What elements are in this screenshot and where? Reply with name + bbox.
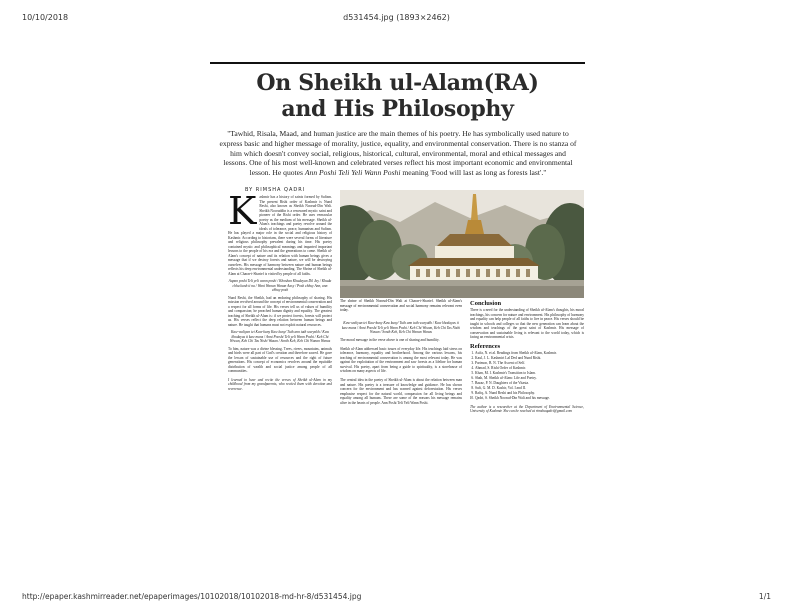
column-3 bbox=[470, 300, 584, 580]
print-url: http://epaper.kashmirreader.net/epaperimages/10102018/10102018-md-hr-8/d531454.jpg bbox=[22, 592, 362, 601]
reference-item: 9. Rafiq, A. Nund Reshi and his Philosophy. bbox=[475, 391, 584, 396]
column-1 bbox=[228, 195, 332, 577]
references-heading: References bbox=[470, 342, 501, 350]
byline: BY RIMSHA QADRI bbox=[245, 187, 306, 193]
standfirst-end: meaning 'Food will last as long as forests last'." bbox=[402, 168, 547, 178]
conclusion-body: There is a need for the understanding of Sheikh ul-Alam's thoughts, his moral teachings, his concern for nature and environment. His philosophy of harmony and equality can help people of all faiths to live in peace. His verses should be taught in schools and colleges so that the new generation can learn about the wisdom and teachings of the great saint of Kashmir. His message of conservation and sustainable living is relevant to the world today, which is facing an environmental crisis. bbox=[470, 308, 584, 339]
col1-body: ashmir has a history of saints formed by Sufism. The present Rishi order of Kashmir is Nund Reshi, also known as Sheikh Noorud-Din Wali. Sheikh Nooruddin is a renowned mystic saint and pioneer of the Rishi order. He uses vernacular poetry as the medium of his message. Sheikh ul-Alam's teachings and poetry revolve around the ideals of tolerance, peace, humanism and Sufism. He has played a major role in the social and religious history of Kashmir. According to historians, there were several forms of literature and religious philosophy prevalent during his time. His poetry contained mystic and philosophical meanings and imparted important lessons to the people of his era and the generations to come. Sheikh ul-Alam's concept of nature and its relation with human beings gives a message that if we destroy forests and nature, we will be destroying ourselves. His message of harmony between nature and human beings reflects his deep environmental understanding. The Shrine of Sheikh ul-Alam at Charar-i-Sharief is visited by people of all faiths. bbox=[228, 195, 332, 276]
col1-verse: Aapan poshi Teli yeli wann poshi / Khoshan Khudayan Dil Jay / Khuda chhu kanh ti na / Wani Wanan Wanan Aasy / Posh chhuy Ann, ann chhuy posh bbox=[228, 279, 332, 292]
drop-cap: K bbox=[228, 195, 257, 233]
reference-item: 1. Asifa, N. et al. Readings from Sheikh ul-Alam, Kashmir. bbox=[475, 351, 584, 356]
article-title bbox=[210, 70, 585, 122]
shrine-illustration bbox=[340, 190, 584, 298]
column-2 bbox=[340, 318, 462, 580]
reference-item: 4. Ahmad, S. Rishi Order of Kashmir. bbox=[475, 366, 584, 371]
print-date: 10/10/2018 bbox=[22, 13, 69, 22]
col1-note: I learned to hear and recite the verses of Sheikh ul-Alam in my childhood from my grandparents, who recited them with devotion and reverence. bbox=[228, 377, 332, 391]
reference-item: 10. Qadri, S. Sheikh Noorud-Din Wali and his message. bbox=[475, 396, 584, 401]
col1-body-3: To him, nature was a divine blessing. Trees, rivers, mountains, animals and birds were all part of God's creation and therefore sacred. He gave the lesson of sustainable use of resources and the right of future generations. His concept of economics revolves around the equitable distribution of wealth and social justice among people of all communities. bbox=[228, 346, 332, 373]
photo-caption: The shrine of Sheikh Noorud-Din Wali at Charar-i-Sharief. Sheikh ul-Alam's message of environmental conservation and social harmony remains relevant even today. bbox=[340, 299, 462, 312]
col2-body: The moral message in the verse above is one of sharing and humility. Sheikh ul-Alam addressed basic issues of everyday life. His teachings laid stress on tolerance, harmony, equality and brotherhood. Among the various lessons, his teaching of environmental conservation is among the most relevant today. He was against the exploitation of the environment and saw forests as a lifeline for human survival. His poetry, apart from being a guide to spirituality, is a storehouse of wisdom on many aspects of life. The central idea in the poetry of Sheikh ul-Alam is about the relation between man and nature. His poetry is a treasure of knowledge and guidance. He has shown concern for the environment and has warned against deforestation. His verses emphasise respect for the natural world, compassion for all living beings and equality among all humans. These are some of the reasons his message remains alive in the hearts of people. Ann Poshi Teli Yeli Wann Poshi. bbox=[340, 337, 462, 405]
reference-item: 2. Kaul, J. L. Kashmiri Lal Ded and Nund Rishi. bbox=[475, 356, 584, 361]
title-line-2: and His Philosophy bbox=[281, 96, 514, 122]
references-list bbox=[470, 351, 584, 401]
title-line-1: On Sheikh ul-Alam(RA) bbox=[256, 70, 539, 96]
standfirst-main: "Tawhid, Risala, Maad, and human justice are the main themes of his poetry. He has symbolically used nature to express basic and higher message of morality, justice, equality, and environmental conservation. There is no stanza of him which doesn't convey social, religious, historical, cultural, environmental, moral and ethical messages and lessons. One of his most well-known and celebrated verses reflect his most important economic and environmental lesson. He quotes bbox=[219, 129, 577, 178]
conclusion-heading: Conclusion bbox=[470, 300, 502, 307]
print-page-number: 1/1 bbox=[758, 592, 771, 601]
reference-item: 7. Bazaz, P. N. Daughters of the Vitasta. bbox=[475, 381, 584, 386]
print-file-title: d531454.jpg (1893×2462) bbox=[343, 13, 450, 22]
col2-verse: Kaw-waliyan tei Kaw-kuny Kaw kuny/ Tuth ann tuth waryakh / Kaw khodayas ti kaw manz / Anni Pooshi Teli yeli Wann Poshi / Keh Chi Wiwan, Keh Chi Tas Nishi Wasan / Sonth Keh, Keh Chi Wanan Wanas bbox=[341, 321, 461, 334]
reference-item: 6. Shah, M. Sheikh ul-Alam: Life and Poetry. bbox=[475, 376, 584, 381]
col1-verse-2: Kaw-waliyan tei Kaw-kuny Kaw kuny/ Tuth ann tuth waryakh / Kaw khodayas ti kaw manz / Anni Pooshi Teli yeli Wann Poshi / Keh Chi Wiwan, Keh Chi Tas Nishi Wasan / Sonth Keh, Keh Chi Wanan Wanas bbox=[229, 330, 331, 343]
col1-body-2: Nund Reshi, the Sheikh, had an enduring philosophy of sharing. His mission revolved around the concept of environmental conservation and a respect for all forms of life. His verses tell us of values of humility and compassion; he preached human dignity and equality. The greatest teaching of Sheikh ul-Alam is: if we protect forests, forests will protect us. His verses reflect the deep relation between human beings and nature. He taught that humans must not exploit natural resources. bbox=[228, 295, 332, 327]
reference-item: 5. Khan, M. I. Kashmir's Transition to Islam. bbox=[475, 371, 584, 376]
reference-item: 3. Parimoo, B. N. The Ascent of Self. bbox=[475, 361, 584, 366]
standfirst bbox=[218, 129, 578, 178]
author-note: The author is a researcher at the Department of Environmental Science, University of Kashmir. She can be reached at rimshaqadri@gmail.com bbox=[470, 404, 584, 414]
title-rule bbox=[210, 62, 585, 64]
reference-item: 8. Sufi, G. M. D. Kashir, Vol. I and II. bbox=[475, 386, 584, 391]
shrine-photo bbox=[340, 190, 584, 298]
standfirst-quote: Ann Poshi Teli Yeli Wann Poshi bbox=[304, 168, 401, 178]
